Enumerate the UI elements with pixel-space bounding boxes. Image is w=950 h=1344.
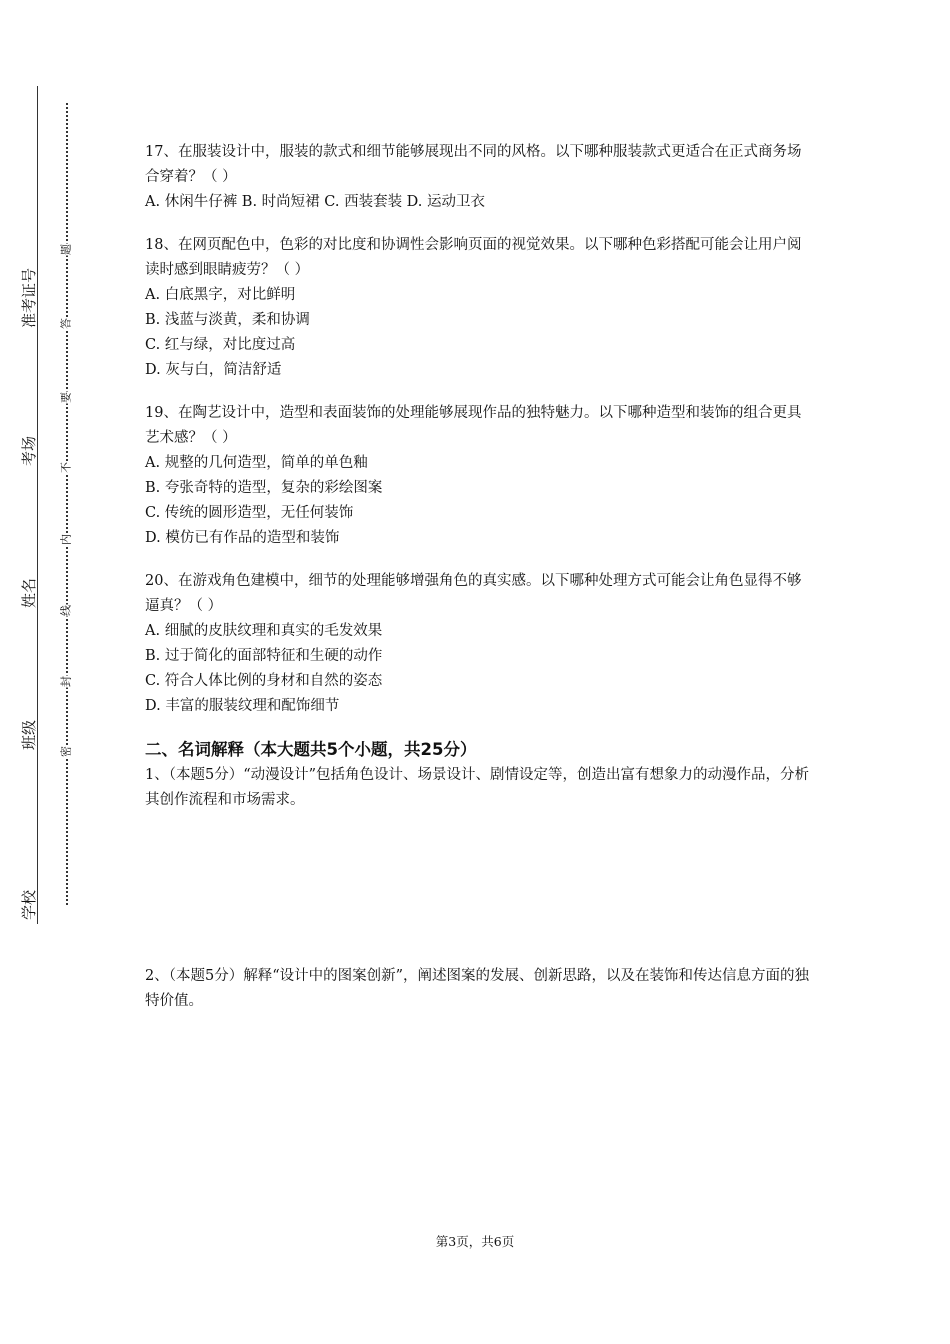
binding-dotted-line [66, 103, 68, 905]
question-18 [145, 233, 810, 383]
venue-label: 考场 [20, 435, 38, 466]
seal-char: 密 [59, 746, 73, 757]
option-d: D. 丰富的服装纹理和配饰细节 [145, 698, 340, 714]
name-label: 姓名 [20, 577, 38, 608]
class-label: 班级 [20, 719, 38, 750]
option-d: D. 灰与白，简洁舒适 [145, 362, 282, 378]
option-a: A. 细腻的皮肤纹理和真实的毛发效果 [145, 623, 383, 639]
school-label: 学校 [20, 889, 38, 920]
question-stem: 19、在陶艺设计中，造型和表面装饰的处理能够展现作品的独特魅力。以下哪种造型和装饰的组合更具艺术感？（ ） [145, 405, 802, 446]
option-b: B. 过于简化的面部特征和生硬的动作 [145, 648, 383, 664]
seal-char: 题 [59, 244, 73, 255]
question-17 [145, 140, 810, 215]
question-stem: 17、在服装设计中，服装的款式和细节能够展现出不同的风格。以下哪种服装款式更适合在正式商务场合穿着？（ ） [145, 144, 802, 185]
section-title: 二、名词解释（本大题共5个小题，共25分） [145, 740, 477, 759]
option-d: D. 模仿已有作品的造型和装饰 [145, 530, 340, 546]
seal-char: 不 [59, 462, 73, 473]
binding-solid-line [37, 86, 38, 924]
option-b: B. 夸张奇特的造型，复杂的彩绘图案 [145, 480, 383, 496]
question-content [145, 140, 810, 1014]
term-question-1: 1、（本题5分）“动漫设计”包括角色设计、场景设计、剧情设定等，创造出富有想象力的动漫作品，分析其创作流程和市场需求。 [145, 767, 810, 808]
exam-number-label: 准考证号 [20, 267, 38, 328]
seal-char: 封 [59, 676, 73, 687]
option-b: B. 浅蓝与淡黄，柔和协调 [145, 312, 310, 328]
question-19 [145, 401, 810, 551]
seal-char: 线 [59, 605, 73, 616]
question-stem: 18、在网页配色中，色彩的对比度和协调性会影响页面的视觉效果。以下哪种色彩搭配可能会让用户阅读时感到眼睛疲劳？（ ） [145, 237, 802, 278]
seal-char: 内 [59, 534, 73, 545]
option-a: A. 规整的几何造型，简单的单色釉 [145, 455, 368, 471]
option-a: A. 白底黑字，对比鲜明 [145, 287, 296, 303]
question-20 [145, 569, 810, 719]
term-question-2: 2、（本题5分）解释“设计中的图案创新”，阐述图案的发展、创新思路，以及在装饰和传达信息方面的独特价值。 [145, 968, 810, 1009]
option-c: C. 红与绿，对比度过高 [145, 337, 296, 353]
question-stem: 20、在游戏角色建模中，细节的处理能够增强角色的真实感。以下哪种处理方式可能会让角色显得不够逼真？（ ） [145, 573, 802, 614]
question-options: A. 休闲牛仔裤 B. 时尚短裙 C. 西装套装 D. 运动卫衣 [145, 194, 486, 210]
page-footer: 第3页，共6页 [435, 1234, 515, 1249]
seal-char: 答 [59, 318, 73, 329]
option-c: C. 传统的圆形造型，无任何装饰 [145, 505, 354, 521]
option-c: C. 符合人体比例的身材和自然的姿态 [145, 673, 383, 689]
seal-char: 要 [59, 392, 73, 403]
